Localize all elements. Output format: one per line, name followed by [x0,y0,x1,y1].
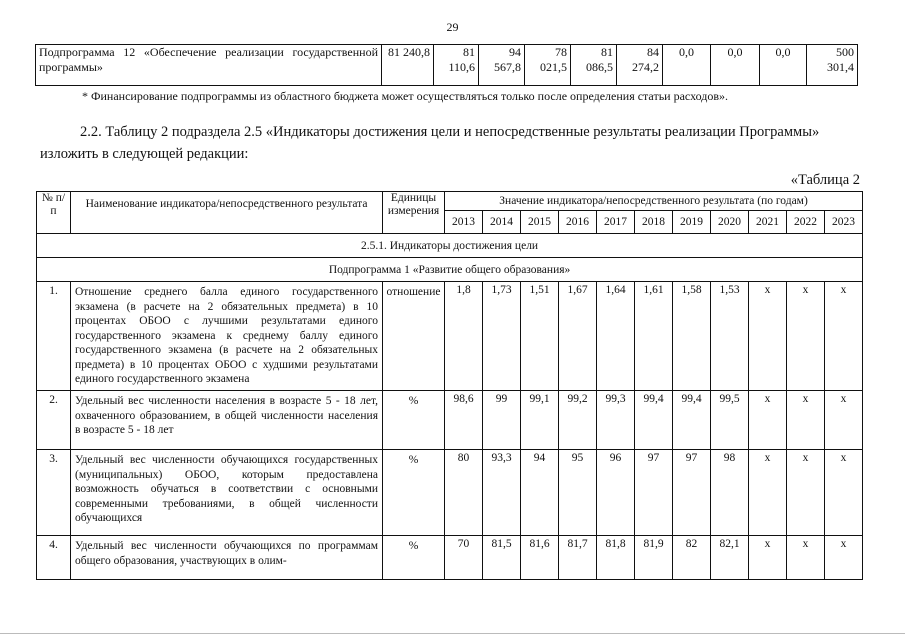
year-cell: 2018 [635,211,673,234]
funding-row [36,45,858,86]
row-value: x [787,391,825,450]
row-value: 99,2 [559,391,597,450]
funding-value: 0,0 [663,45,711,86]
row-value: 81,9 [635,536,673,580]
year-cell: 2023 [825,211,863,234]
header-num: № п/п [37,192,71,234]
year-cell: 2013 [445,211,483,234]
row-num: 4. [37,536,71,580]
row-value: 99,1 [521,391,559,450]
row-value: 82 [673,536,711,580]
year-cell: 2021 [749,211,787,234]
table-row [37,536,863,580]
row-value: x [825,450,863,536]
row-value: 98 [711,450,749,536]
row-value: 1,53 [711,282,749,391]
funding-value: 78 021,5 [525,45,571,86]
subprogram-row [37,258,863,282]
row-value: 1,73 [483,282,521,391]
row-value: 81,8 [597,536,635,580]
footnote: * Финансирование подпрограммы из областного бюджета может осуществляться только после определения статьи расходов». [82,89,729,103]
row-value: x [749,536,787,580]
year-cell: 2016 [559,211,597,234]
funding-value: 81 240,8 [382,45,434,86]
row-value: x [749,391,787,450]
row-value: 81,5 [483,536,521,580]
funding-total: 500 301,4 [807,45,858,86]
row-num: 1. [37,282,71,391]
funding-value: 81 086,5 [571,45,617,86]
row-value: 99 [483,391,521,450]
row-name: Удельный вес численности населения в возрасте 5 - 18 лет, охваченного образованием, в общей численности населения в возрасте 5 - 18 лет [71,391,383,450]
table-title: «Таблица 2 [790,172,860,188]
row-value: 93,3 [483,450,521,536]
row-value: 99,3 [597,391,635,450]
indicators-table [36,191,863,580]
row-value: 99,4 [635,391,673,450]
funding-value: 84 274,2 [617,45,663,86]
row-value: 99,4 [673,391,711,450]
row-value: x [749,282,787,391]
row-value: 1,58 [673,282,711,391]
page-number: 29 [446,20,459,34]
row-value: 1,51 [521,282,559,391]
year-cell: 2014 [483,211,521,234]
funding-value: 0,0 [711,45,760,86]
row-value: x [825,536,863,580]
row-value: 1,67 [559,282,597,391]
row-num: 3. [37,450,71,536]
row-name: Удельный вес численности обучающихся по программам общего образования, участвующих в олим- [71,536,383,580]
instruction-paragraph: 2.2. Таблицу 2 подраздела 2.5 «Индикаторы достижения цели и непосредственные результаты реализации Программы» изложить в следующей редакции: [40,124,820,162]
row-value: x [787,450,825,536]
row-value: 1,8 [445,282,483,391]
row-value: 98,6 [445,391,483,450]
page-edge-divider [0,633,905,634]
row-value: 97 [673,450,711,536]
funding-row-name: Подпрограмма 12 «Обеспечение реализации государственной программы» [36,45,382,86]
section-row [37,234,863,258]
year-cell: 2015 [521,211,559,234]
table-row [37,450,863,536]
funding-value: 81 110,6 [434,45,479,86]
row-value: 95 [559,450,597,536]
table-row [37,391,863,450]
subprogram-title: Подпрограмма 1 «Развитие общего образования» [37,258,863,282]
funding-value: 94 567,8 [479,45,525,86]
row-unit: % [383,450,445,536]
header-values: Значение индикатора/непосредственного результата (по годам) [445,192,863,211]
row-value: 97 [635,450,673,536]
table-row [37,282,863,391]
row-name: Отношение среднего балла единого государственного экзамена (в расчете на 2 обязательных предмета) в 10 процентах ОБОО с лучшими результатами единого государственного экзамена к среднему баллу единого государственного экзамена (в расчете на 2 обязательных предмета) в 10 процентах ОБОО с худшими результатами единого государственного экзамена [71,282,383,391]
row-value: x [787,536,825,580]
row-unit: % [383,536,445,580]
year-cell: 2020 [711,211,749,234]
row-value: 82,1 [711,536,749,580]
row-value: 94 [521,450,559,536]
row-value: x [825,391,863,450]
row-value: 1,61 [635,282,673,391]
row-unit: отношение [383,282,445,391]
row-value: x [749,450,787,536]
row-value: 81,6 [521,536,559,580]
row-value: 81,7 [559,536,597,580]
year-cell: 2022 [787,211,825,234]
row-value: 96 [597,450,635,536]
header-name: Наименование индикатора/непосредственного результата [71,192,383,234]
row-value: x [825,282,863,391]
row-value: 99,5 [711,391,749,450]
year-cell: 2019 [673,211,711,234]
row-value: x [787,282,825,391]
header-row [37,192,863,211]
row-name: Удельный вес численности обучающихся государственных (муниципальных) ОБОО, которым предоставлена возможность обучаться в соответствии с основными современными требованиями, в общей численности обучающихся [71,450,383,536]
row-num: 2. [37,391,71,450]
funding-value: 0,0 [760,45,807,86]
row-value: 80 [445,450,483,536]
header-unit: Единицы измерения [383,192,445,234]
funding-table [35,44,858,86]
year-cell: 2017 [597,211,635,234]
row-unit: % [383,391,445,450]
row-value: 70 [445,536,483,580]
section-title: 2.5.1. Индикаторы достижения цели [37,234,863,258]
row-value: 1,64 [597,282,635,391]
